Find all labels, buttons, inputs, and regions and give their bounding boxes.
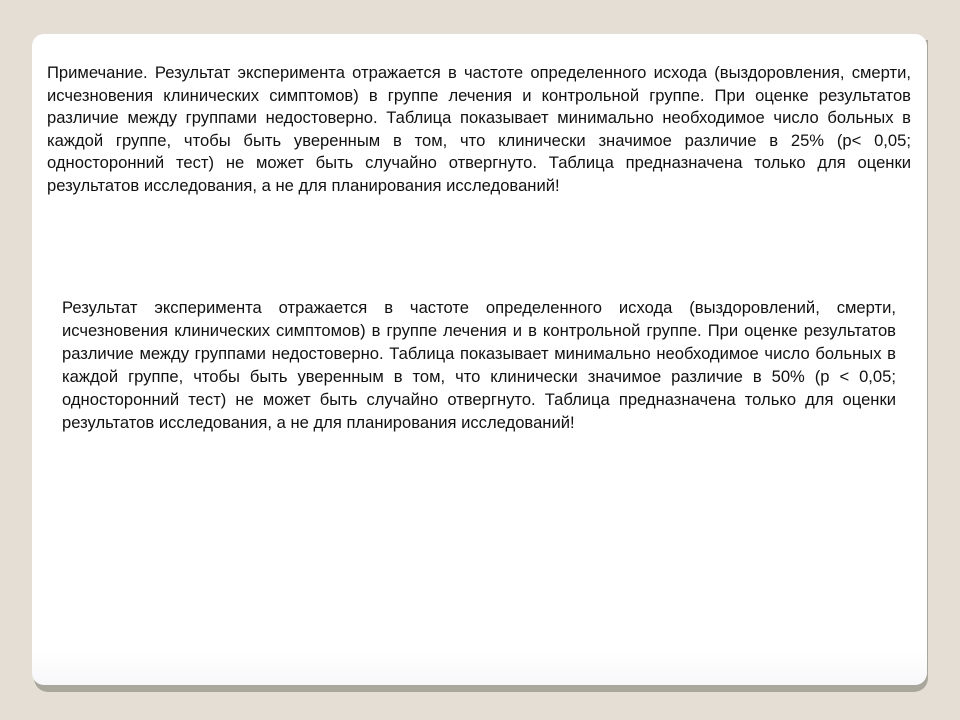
result-paragraph: Результат эксперимента отражается в частоте определенного исхода (выздоровлений, смерти, исчезновения клинических симптомов) в группе лечения и в контрольной группе. При оценке результатов различие между группами недостоверно. Таблица показывает минимально необходимое число больных в каждой группе, чтобы быть уверенным в том, что клинически значимое различие в 50% (р < 0,05; односторонний тест) не может быть случайно отвергнуто. Таблица предназначена только для оценки результатов исследования, а не для планирования исследований! xyxy=(62,298,896,432)
note-paragraph: Примечание. Результат эксперимента отражается в частоте определенного исхода (выздоровления, смерти, исчезновения клинических симптомов) в группе лечения и контрольной группе. При оценке результатов различие между группами недостоверно. Таблица показывает минимально необходимое число больных в каждой группе, чтобы быть уверенным в том, что клинически значимое различие в 25% (р< 0,05; односторонний тест) не может быть случайно отвергнуто. Таблица предназначена только для оценки результатов исследования, а не для планирования исследований! xyxy=(47,63,911,195)
